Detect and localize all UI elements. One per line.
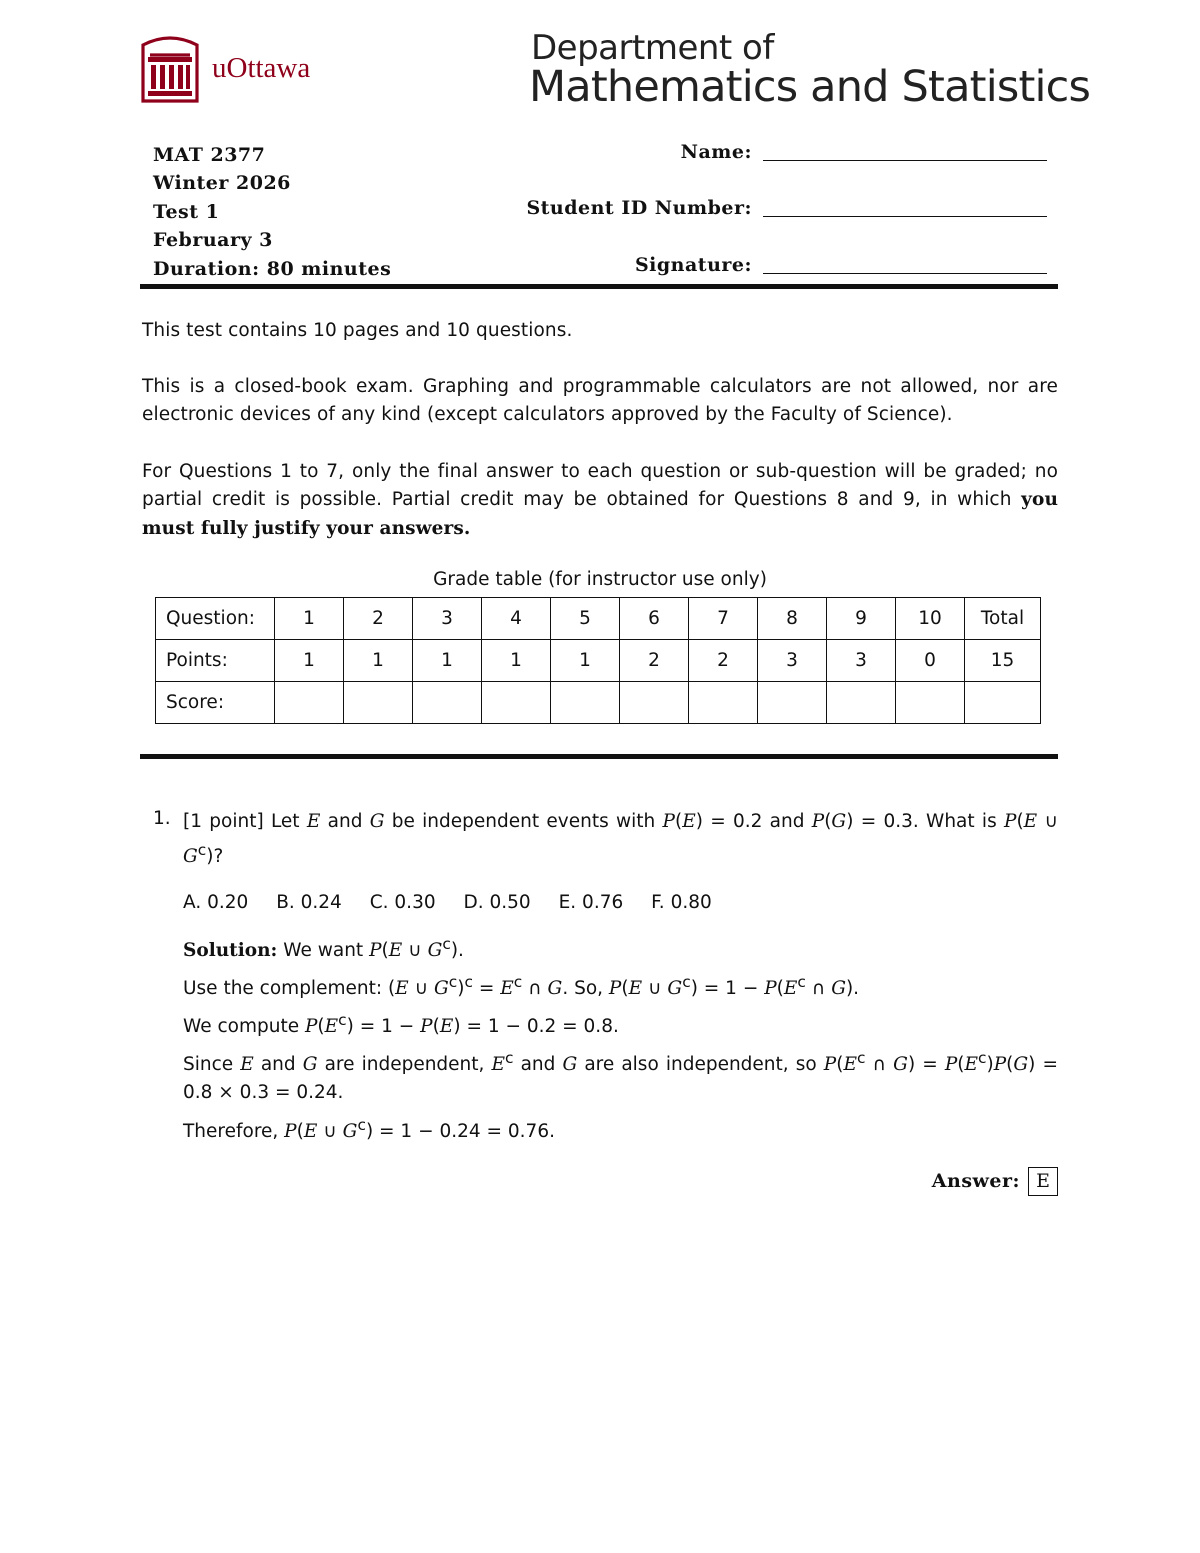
choice-d: D. 0.50 <box>463 892 531 913</box>
solution-line-2: Use the complement: (E ∪ $G^c)^c = E^c$ ∩ G. So, P(E ∪ $G^c) = 1 - P(E^c$ ∩ G). <box>183 973 860 1000</box>
solution-line-4: Since E and G are independent, $E^c$ and G are also independent, so $P(E^c$ ∩ $G) = P(E^c)P(G) = 0.8 \times 0.3 = 0.24$. <box>183 1049 1058 1104</box>
score-cell[interactable] <box>413 682 482 724</box>
solution-line-3: We compute $P(E^c) = 1 - P(E) = 1 - 0.2 = 0.8$. <box>183 1011 619 1038</box>
points-cell-total: 15 <box>965 640 1041 682</box>
score-cell[interactable] <box>275 682 344 724</box>
score-cell-total[interactable] <box>965 682 1041 724</box>
exam-date: February 3 <box>153 229 273 252</box>
divider-bottom <box>140 754 1058 759</box>
student-id-field[interactable] <box>763 216 1047 217</box>
question-cell: 8 <box>758 598 827 640</box>
signature-field[interactable] <box>763 273 1047 274</box>
instructions-calculators: This is a closed-book exam. Graphing and programmable calculators are not allowed, nor are electronic devices of any kind (except calculators approved by the Faculty of Science). <box>142 376 1058 426</box>
score-cell[interactable] <box>827 682 896 724</box>
question-text: [1 point] Let E and G be independent events with P(E) = 0.2 and P(G) = 0.3. What is P(E ∪ $G^c$)? <box>183 811 1058 868</box>
course-code: MAT 2377 <box>153 144 266 166</box>
choice-c: C. 0.30 <box>369 892 436 913</box>
choice-e: E. 0.76 <box>558 892 624 913</box>
question-cell: 5 <box>551 598 620 640</box>
question-cell: 1 <box>275 598 344 640</box>
table-row <box>156 640 1041 682</box>
score-cell[interactable] <box>344 682 413 724</box>
department-title-line1: Department of <box>531 28 774 68</box>
score-cell[interactable] <box>551 682 620 724</box>
student-id-label: Student ID Number: <box>526 197 752 219</box>
question-cell: 3 <box>413 598 482 640</box>
answer-box[interactable]: E <box>1028 1167 1058 1196</box>
question-number: 1. <box>153 808 171 829</box>
row-label-score: Score: <box>156 682 275 724</box>
question-points: [1 point] <box>183 811 264 832</box>
university-name: uOttawa <box>212 52 311 84</box>
choice-a: A. 0.20 <box>183 892 249 913</box>
score-cell[interactable] <box>482 682 551 724</box>
question-cell: 10 <box>896 598 965 640</box>
points-cell: 1 <box>413 640 482 682</box>
question-cell: 9 <box>827 598 896 640</box>
name-label: Name: <box>680 141 752 163</box>
row-label-question: Question: <box>156 598 275 640</box>
uottawa-logo-icon <box>140 35 200 103</box>
choice-f: F. 0.80 <box>651 892 712 913</box>
points-cell: 0 <box>896 640 965 682</box>
score-cell[interactable] <box>689 682 758 724</box>
signature-label: Signature: <box>634 254 752 276</box>
exam-duration: Duration: 80 minutes <box>153 257 392 280</box>
instructions-pages: This test contains 10 pages and 10 questions. <box>142 320 573 341</box>
instructions-grading-emphasis: you must fully justify your answers. <box>142 489 1058 539</box>
instructions-grading-text: For Questions 1 to 7, only the final answer to each question or sub-question will be graded; no partial credit is possible. Partial credit may be obtained for Questions 8 and 9, in which <box>142 461 1058 511</box>
points-cell: 3 <box>758 640 827 682</box>
question-cell: 4 <box>482 598 551 640</box>
table-row <box>156 682 1041 724</box>
points-cell: 1 <box>344 640 413 682</box>
question-cell: 2 <box>344 598 413 640</box>
solution-line-1: Solution: We want P(E ∪ $G^c$). <box>183 935 464 962</box>
score-cell[interactable] <box>758 682 827 724</box>
question-cell: 6 <box>620 598 689 640</box>
department-title-line2: Mathematics and Statistics <box>529 62 1091 112</box>
answer-choices <box>183 892 734 913</box>
name-field[interactable] <box>763 160 1047 161</box>
points-cell: 1 <box>551 640 620 682</box>
term: Winter 2026 <box>153 172 291 195</box>
points-cell: 3 <box>827 640 896 682</box>
solution-line-5: Therefore, P(E ∪ $G^c) = 1 - 0.24 = 0.76$. <box>183 1116 555 1143</box>
answer-label: Answer: <box>931 1170 1020 1192</box>
question-cell-total: Total <box>965 598 1041 640</box>
score-cell[interactable] <box>896 682 965 724</box>
instructions-grading <box>142 458 1058 543</box>
table-row <box>156 598 1041 640</box>
points-cell: 1 <box>482 640 551 682</box>
grade-table <box>155 597 1041 724</box>
solution-label: Solution: <box>183 940 278 962</box>
choice-b: B. 0.24 <box>276 892 342 913</box>
score-cell[interactable] <box>620 682 689 724</box>
exam-info <box>153 141 391 283</box>
divider-top <box>140 284 1058 289</box>
points-cell: 2 <box>689 640 758 682</box>
question-cell: 7 <box>689 598 758 640</box>
grade-table-caption: Grade table (for instructor use only) <box>433 569 767 590</box>
points-cell: 2 <box>620 640 689 682</box>
row-label-points: Points: <box>156 640 275 682</box>
points-cell: 1 <box>275 640 344 682</box>
test-name: Test 1 <box>153 200 220 223</box>
